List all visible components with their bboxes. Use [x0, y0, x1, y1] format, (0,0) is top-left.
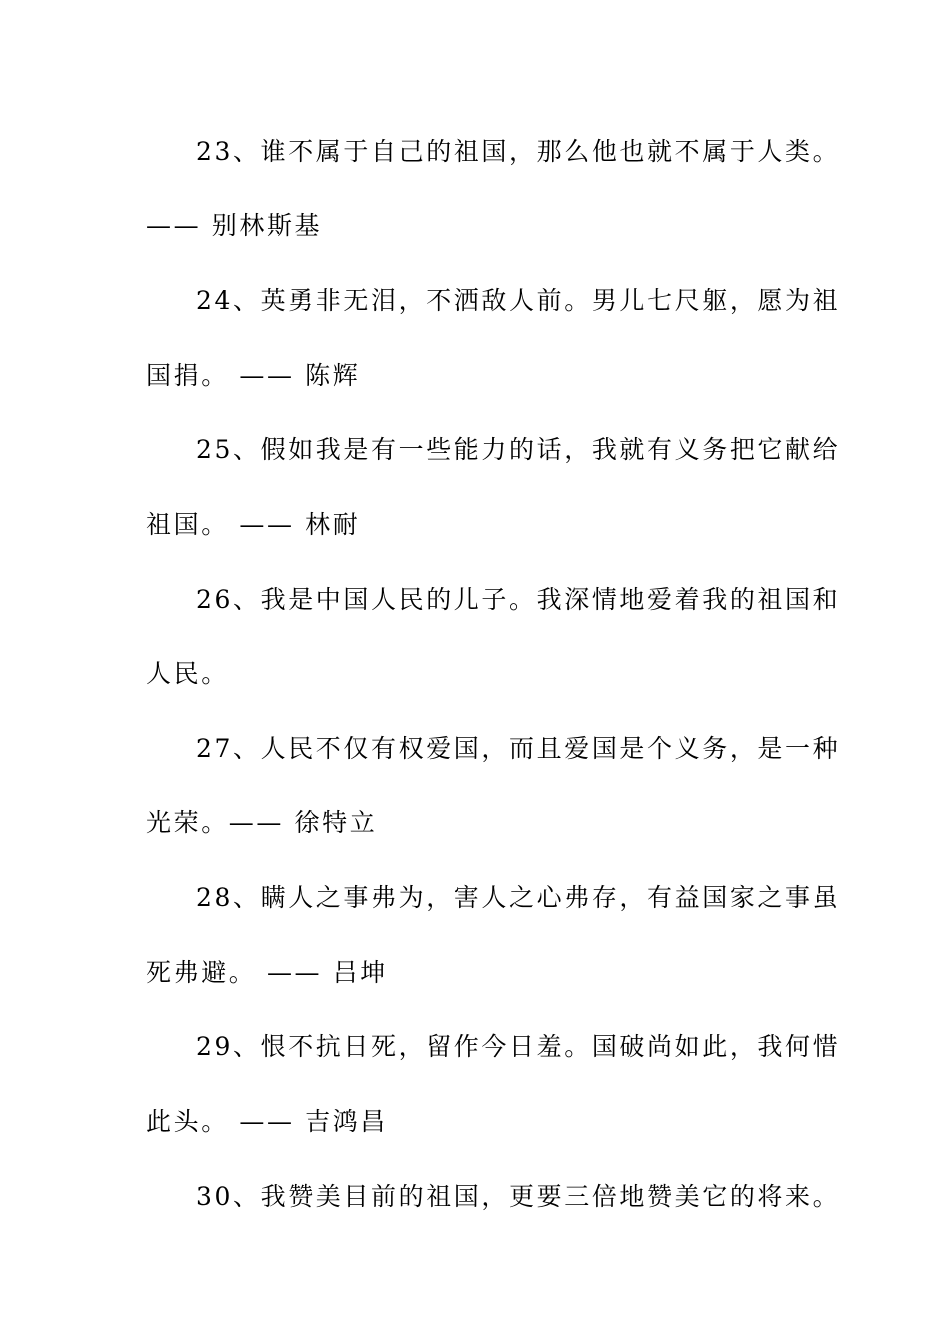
quote-30-line-1: 30、我赞美目前的祖国，更要三倍地赞美它的将来。 — [196, 1182, 841, 1211]
quote-27-line-2: 光荣。—— 徐特立 — [146, 808, 378, 837]
quote-26-line-2: 人民。 — [146, 659, 229, 688]
quote-27-line-1: 27、人民不仅有权爱国，而且爱国是个义务，是一种 — [196, 734, 841, 763]
quote-29-line-2: 此头。 —— 吉鸿昌 — [146, 1107, 388, 1136]
quote-23-line-1: 23、谁不属于自己的祖国，那么他也就不属于人类。 — [196, 137, 841, 166]
quote-24-line-2: 国捐。 —— 陈辉 — [146, 361, 361, 390]
quote-29-line-1: 29、恨不抗日死，留作今日羞。国破尚如此，我何惜 — [196, 1032, 841, 1061]
quote-25-line-1: 25、假如我是有一些能力的话，我就有义务把它献给 — [196, 435, 841, 464]
quote-25-line-2: 祖国。 —— 林耐 — [146, 510, 361, 539]
quote-23-attribution: —— 别林斯基 — [146, 211, 323, 240]
quote-24-line-1: 24、英勇非无泪，不洒敌人前。男儿七尺躯，愿为祖 — [196, 286, 841, 315]
quote-28-line-1: 28、瞒人之事弗为，害人之心弗存，有益国家之事虽 — [196, 883, 841, 912]
quote-28-line-2: 死弗避。 —— 吕坤 — [146, 958, 388, 987]
quote-26-line-1: 26、我是中国人民的儿子。我深情地爱着我的祖国和 — [196, 585, 841, 614]
